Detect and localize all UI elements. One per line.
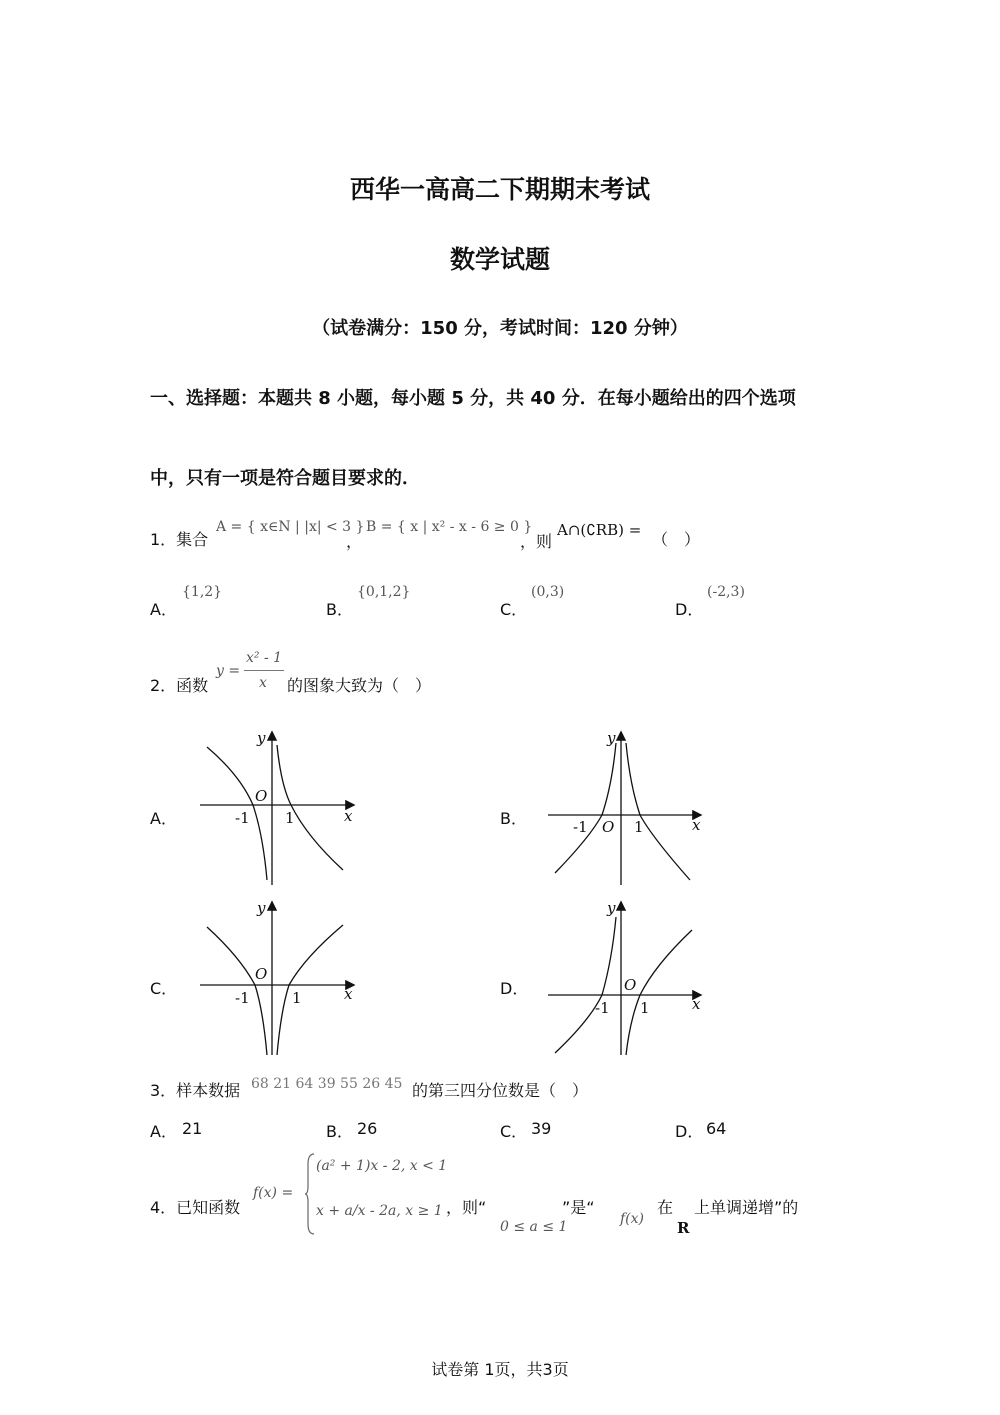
q2-graph-a-label: A． bbox=[150, 809, 177, 828]
graph-d-neg-tick: -1 bbox=[595, 999, 610, 1017]
q3-option-b-value: 26 bbox=[357, 1119, 378, 1138]
q2-func-y: y = bbox=[216, 663, 241, 679]
graph-a-x-label: x bbox=[344, 807, 353, 825]
q1-set-a: A = { x∈N | |x| < 3 } bbox=[216, 519, 365, 535]
q1-option-b-value: {0,1,2} bbox=[357, 584, 411, 600]
section-heading-line2: 中，只有一项是符合题目要求的． bbox=[150, 468, 420, 489]
q4-brace bbox=[304, 1152, 316, 1236]
graph-a-right-branch bbox=[277, 745, 343, 870]
q2-graph-c bbox=[195, 895, 365, 1060]
q1-option-d-label: D． bbox=[675, 600, 704, 619]
page-footer: 试卷第 1页，共3页 bbox=[431, 1360, 569, 1379]
q3-option-c-label: C． bbox=[500, 1122, 528, 1141]
graph-a-neg-tick: -1 bbox=[235, 809, 250, 827]
q1-option-d-value: (-2,3) bbox=[707, 584, 745, 600]
q3-option-d-value: 64 bbox=[706, 1119, 727, 1138]
q2-prefix: 2．函数 bbox=[150, 676, 209, 695]
q1-prefix: 1．集合 bbox=[150, 530, 209, 549]
q4-mid2: ”是“ bbox=[562, 1198, 595, 1217]
q4-zai: 在 bbox=[657, 1198, 674, 1217]
exam-subtitle: 数学试题 bbox=[449, 245, 550, 274]
q4-fx: f(x) = bbox=[253, 1185, 294, 1201]
graph-c-origin: O bbox=[255, 965, 268, 983]
q1-option-c-value: (0,3) bbox=[531, 584, 565, 600]
q4-end: 上单调递增”的 bbox=[694, 1198, 799, 1217]
q1-option-a-label: A． bbox=[150, 600, 177, 619]
q2-fraction-bar bbox=[244, 670, 284, 671]
q4-case2: x + a/x - 2a, x ≥ 1 bbox=[316, 1203, 443, 1219]
graph-c-pos-tick: 1 bbox=[292, 989, 302, 1007]
graph-c-right-branch bbox=[277, 925, 343, 1055]
q2-graph-d bbox=[540, 895, 710, 1060]
q2-graph-d-label: D． bbox=[500, 979, 529, 998]
graph-d-y-label: y bbox=[607, 899, 616, 917]
exam-info: （试卷满分：150 分，考试时间：120 分钟） bbox=[312, 318, 688, 339]
q1-expression: A∩(∁RB) = bbox=[557, 521, 642, 539]
q3-suffix: 的第三四分位数是（ ） bbox=[412, 1081, 589, 1100]
q1-option-c-label: C． bbox=[500, 600, 528, 619]
q4-condition: 0 ≤ a ≤ 1 bbox=[500, 1219, 568, 1235]
q4-fx2: f(x) bbox=[620, 1211, 645, 1227]
exam-title: 西华一高高二下期期末考试 bbox=[349, 175, 650, 204]
graph-a-y-label: y bbox=[257, 729, 266, 747]
q2-suffix: 的图象大致为（ ） bbox=[287, 676, 432, 695]
q4-mid1: ，则“ bbox=[446, 1198, 487, 1217]
q2-graph-b-label: B． bbox=[500, 809, 527, 828]
graph-b-neg-tick: -1 bbox=[573, 818, 588, 836]
question-1 bbox=[150, 530, 208, 550]
q2-numerator: x² - 1 bbox=[246, 650, 283, 666]
q2-graph-b bbox=[540, 725, 710, 890]
q3-prefix: 3．样本数据 bbox=[150, 1081, 241, 1100]
graph-c-y-label: y bbox=[257, 899, 266, 917]
q1-then: ，则 bbox=[520, 532, 553, 551]
graph-b-origin: O bbox=[602, 818, 615, 836]
graph-b-left-branch bbox=[555, 743, 616, 873]
graph-d-x-label: x bbox=[692, 995, 701, 1013]
graph-d-left-branch bbox=[555, 917, 616, 1053]
q3-option-a-label: A． bbox=[150, 1122, 177, 1141]
q1-answer-paren: （ ） bbox=[652, 530, 701, 549]
q4-prefix: 4．已知函数 bbox=[150, 1198, 241, 1217]
graph-b-x-label: x bbox=[692, 816, 701, 834]
q3-option-c-value: 39 bbox=[531, 1119, 552, 1138]
graph-a-pos-tick: 1 bbox=[285, 809, 295, 827]
q2-graph-a bbox=[195, 725, 365, 890]
q3-data: 68 21 64 39 55 26 45 bbox=[251, 1076, 403, 1092]
q1-option-b-label: B． bbox=[326, 600, 353, 619]
q3-option-a-value: 21 bbox=[182, 1119, 203, 1138]
q3-option-b-label: B． bbox=[326, 1122, 353, 1141]
graph-c-neg-tick: -1 bbox=[235, 989, 250, 1007]
graph-b-y-label: y bbox=[607, 729, 616, 747]
q1-comma: ， bbox=[346, 532, 363, 551]
q4-case1: (a² + 1)x - 2, x < 1 bbox=[316, 1158, 448, 1174]
graph-a-origin: O bbox=[255, 787, 268, 805]
graph-b-pos-tick: 1 bbox=[634, 818, 644, 836]
q1-option-a-value: {1,2} bbox=[182, 584, 223, 600]
graph-c-x-label: x bbox=[344, 985, 353, 1003]
q2-denominator: x bbox=[259, 675, 267, 691]
q3-option-d-label: D． bbox=[675, 1122, 704, 1141]
graph-b-right-branch bbox=[626, 743, 690, 880]
section-heading-line1: 一、选择题：本题共 8 小题，每小题 5 分，共 40 分．在每小题给出的四个选项 bbox=[150, 388, 796, 409]
q4-real-set: R bbox=[677, 1219, 690, 1237]
graph-d-origin: O bbox=[624, 976, 637, 994]
q2-graph-c-label: C． bbox=[150, 979, 178, 998]
graph-d-pos-tick: 1 bbox=[640, 999, 650, 1017]
q1-set-b: B = { x | x² - x - 6 ≥ 0 } bbox=[366, 519, 533, 535]
